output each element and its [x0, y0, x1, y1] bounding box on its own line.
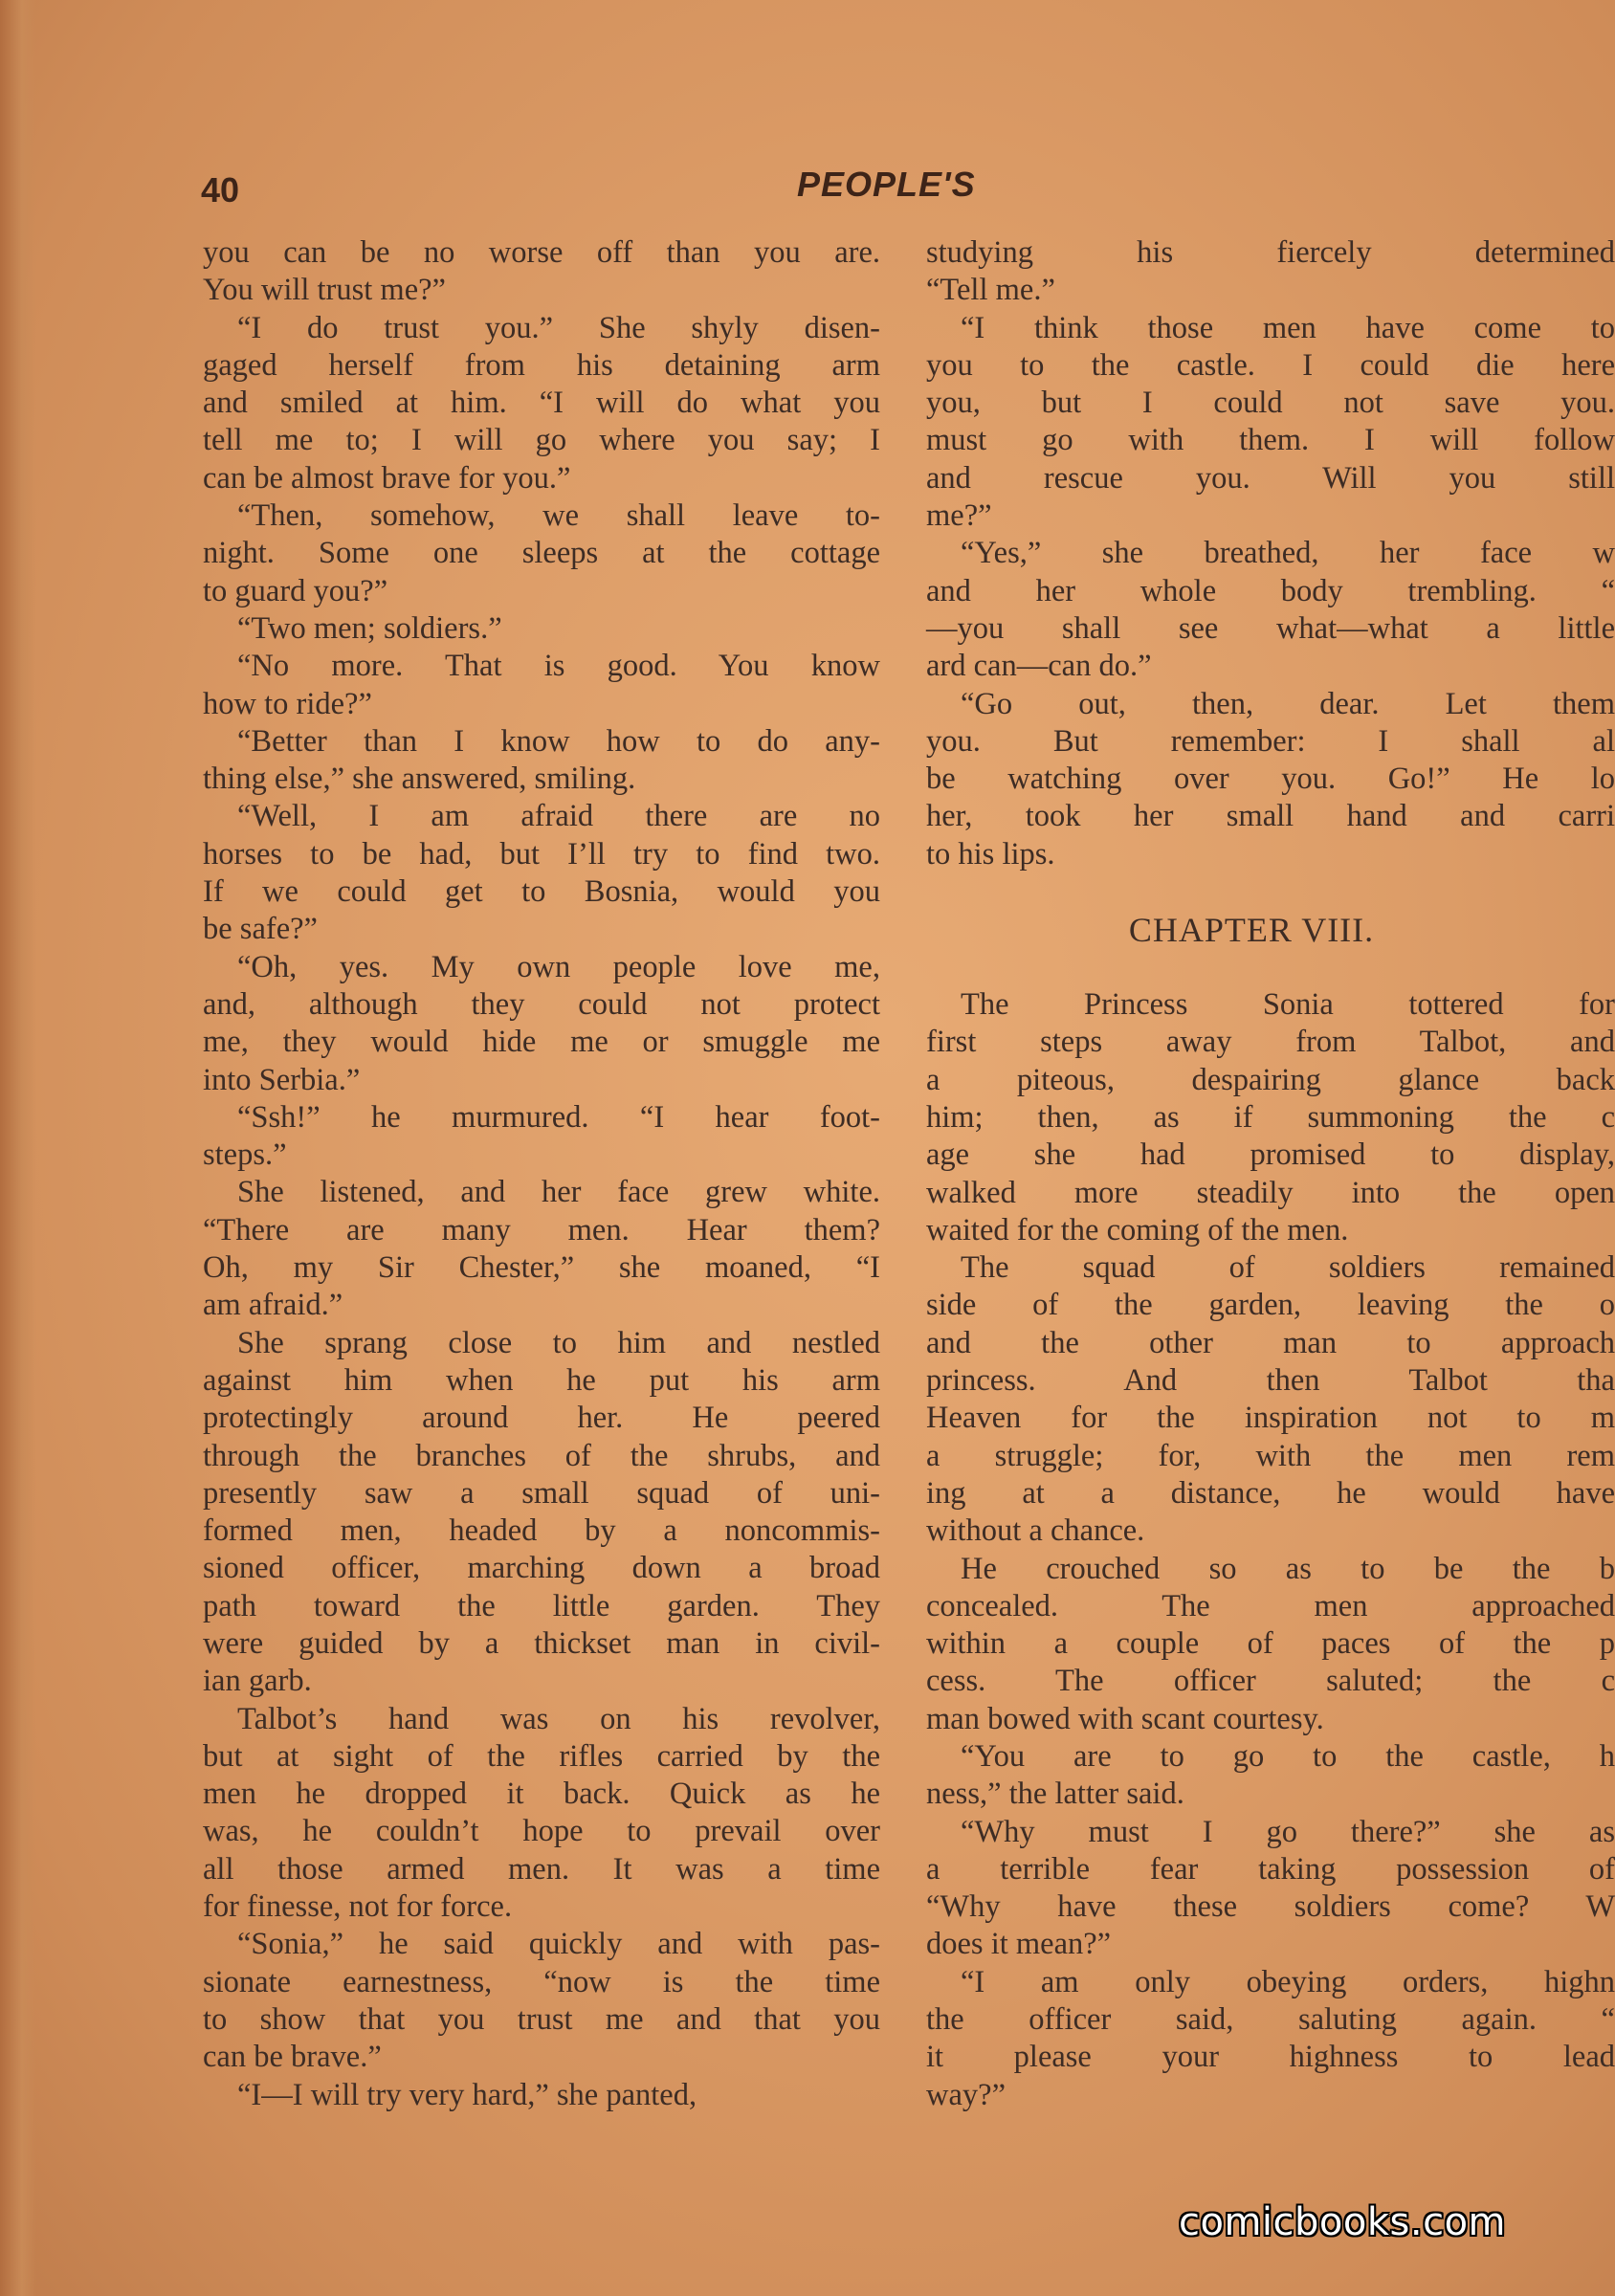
text-line: “I think those men have come to [961, 310, 1615, 345]
text-line: was, he couldn’t hope to prevail over [203, 1814, 880, 1849]
text-line: thing else,” she answered, smiling. [203, 762, 636, 797]
text-line: but at sight of the rifles carried by the [203, 1738, 880, 1774]
paragraph [926, 535, 1615, 685]
text-line: and her whole body trembling. “ [926, 573, 1615, 608]
text-line: ard can—can do.” [926, 649, 1152, 684]
text-line: ian garb. [203, 1664, 312, 1699]
text-line: “Why have these soldiers come? W [926, 1889, 1615, 1925]
text-line: her, took her small hand and carri [926, 799, 1615, 834]
text-line: and smiled at him. “I will do what you [203, 386, 880, 421]
text-line: can be almost brave for you.” [203, 460, 571, 496]
text-line: all those armed men. It was a time [203, 1851, 880, 1887]
paragraph [203, 1926, 880, 2076]
text-line: “There are many men. Hear them? [203, 1212, 880, 1247]
text-line: “Yes,” she breathed, her face w [961, 536, 1615, 571]
text-line: first steps away from Talbot, and [926, 1025, 1615, 1060]
paragraph [926, 1249, 1615, 1550]
text-line: “Oh, yes. My own people love me, [237, 949, 880, 984]
text-line: “I am only obeying orders, highn [961, 1964, 1615, 1999]
text-line: and rescue you. Will you still [926, 460, 1615, 496]
text-line: and the other man to approach [926, 1325, 1615, 1360]
paragraph [203, 1701, 880, 1927]
text-line: path toward the little garden. They [203, 1588, 880, 1623]
text-line: You will trust me?” [203, 273, 446, 308]
text-line: to guard you?” [203, 573, 388, 608]
text-line: presently saw a small squad of uni- [203, 1475, 880, 1511]
text-line: “Ssh!” he murmured. “I hear foot- [237, 1099, 880, 1135]
text-line: “Go out, then, dear. Let them [961, 686, 1615, 721]
text-line: “Then, somehow, we shall leave to- [237, 498, 880, 534]
text-line: and, although they could not protect [203, 986, 880, 1022]
text-line: tell me to; I will go where you say; I [203, 423, 880, 458]
paragraph [203, 798, 880, 948]
paragraph [926, 1551, 1615, 1738]
text-line: you. But remember: I shall al [926, 723, 1615, 759]
paragraph [203, 497, 880, 610]
text-line: “No more. That is good. You know [237, 649, 880, 684]
text-line: without a chance. [926, 1513, 1145, 1549]
text-line: concealed. The men approached [926, 1588, 1615, 1623]
text-line: does it mean?” [926, 1927, 1112, 1962]
paragraph [926, 1738, 1615, 1814]
text-line: to show that you trust me and that you [203, 2001, 880, 2037]
paragraph [203, 610, 880, 648]
text-line: man bowed with scant courtesy. [926, 1701, 1324, 1736]
paragraph [203, 723, 880, 799]
paragraph [203, 1325, 880, 1701]
text-line: princess. And then Talbot tha [926, 1363, 1615, 1399]
paragraph [203, 1099, 880, 1175]
paragraph [203, 310, 880, 497]
text-line: night. Some one sleeps at the cottage [203, 536, 880, 571]
text-line: to his lips. [926, 836, 1055, 872]
right-column-top-text [926, 234, 1615, 873]
right-text-column [926, 234, 1615, 2114]
text-line: —you shall see what—what a little [926, 610, 1615, 646]
text-line: you, but I could not save you. [926, 386, 1615, 421]
text-line: can be brave.” [203, 2040, 382, 2075]
running-title: PEOPLE'S [797, 165, 976, 204]
page-spine-shadow [0, 0, 36, 2296]
text-line: “Tell me.” [926, 273, 1055, 308]
text-line: way?” [926, 2077, 1006, 2112]
right-column-bottom-text [926, 986, 1615, 2114]
text-line: you to the castle. I could die here [926, 347, 1615, 383]
text-line: a piteous, despairing glance back [926, 1062, 1615, 1097]
chapter-heading: CHAPTER VIII. [1128, 911, 1375, 950]
text-line: “You are to go to the castle, h [961, 1738, 1615, 1774]
paragraph [203, 234, 880, 310]
text-line: She sprang close to him and nestled [237, 1325, 880, 1360]
text-line: She listened, and her face grew white. [237, 1175, 880, 1210]
text-line: Oh, my Sir Chester,” she moaned, “I [203, 1250, 880, 1286]
text-line: against him when he put his arm [203, 1362, 880, 1398]
paragraph [926, 1964, 1615, 2114]
text-line: a struggle; for, with the men rem [926, 1438, 1615, 1473]
text-line: be watching over you. Go!” He lo [926, 762, 1615, 797]
text-line: horses to be had, but I’ll try to find two. [203, 836, 880, 872]
text-line: side of the garden, leaving the o [926, 1288, 1615, 1323]
left-text-column [203, 234, 880, 2114]
text-line: “I—I will try very hard,” she panted, [237, 2077, 697, 2112]
text-line: sioned officer, marching down a broad [203, 1551, 880, 1586]
text-line: The squad of soldiers remained [961, 1250, 1615, 1286]
paragraph [203, 648, 880, 723]
text-line: ness,” the latter said. [926, 1777, 1184, 1812]
text-line: it please your highness to lead [926, 2040, 1615, 2075]
text-line: must go with them. I will follow [926, 423, 1615, 458]
text-line: me, they would hide me or smuggle me [203, 1025, 880, 1060]
text-line: into Serbia.” [203, 1062, 361, 1097]
text-line: gaged herself from his detaining arm [203, 347, 880, 383]
text-line: how to ride?” [203, 686, 372, 721]
text-line: Talbot’s hand was on his revolver, [237, 1701, 880, 1736]
text-line: walked more steadily into the open [926, 1175, 1615, 1210]
text-line: me?” [926, 498, 992, 534]
text-line: formed men, headed by a noncommis- [203, 1513, 880, 1549]
text-line: “Why must I go there?” she as [961, 1814, 1615, 1849]
text-line: age she had promised to display, [926, 1137, 1615, 1173]
text-line: Heaven for the inspiration not to m [926, 1401, 1615, 1436]
text-line: sionate earnestness, “now is the time [203, 1964, 880, 1999]
text-line: He crouched so as to be the b [961, 1551, 1615, 1586]
paragraph [926, 234, 1615, 310]
text-line: men he dropped it back. Quick as he [203, 1777, 880, 1812]
text-line: a terrible fear taking possession of [926, 1851, 1615, 1887]
text-line: through the branches of the shrubs, and [203, 1438, 880, 1473]
paragraph [926, 986, 1615, 1249]
text-line: cess. The officer saluted; the c [926, 1664, 1615, 1699]
paragraph [203, 1174, 880, 1324]
text-line: waited for the coming of the men. [926, 1212, 1349, 1247]
text-line: “Well, I am afraid there are no [237, 799, 880, 834]
paragraph [203, 949, 880, 1099]
paragraph [926, 310, 1615, 536]
text-line: “Better than I know how to do any- [237, 723, 880, 759]
text-line: am afraid.” [203, 1288, 343, 1323]
paragraph [926, 1814, 1615, 1964]
paragraph [203, 2077, 880, 2114]
text-line: If we could get to Bosnia, would you [203, 874, 880, 910]
text-line: “I do trust you.” She shyly disen- [237, 310, 880, 345]
text-line: him; then, as if summoning the c [926, 1099, 1615, 1135]
text-line: “Two men; soldiers.” [237, 610, 502, 646]
text-line: you can be no worse off than you are. [203, 235, 880, 270]
text-line: ing at a distance, he would have [926, 1475, 1615, 1511]
text-line: be safe?” [203, 912, 318, 947]
paragraph [926, 686, 1615, 873]
text-line: for finesse, not for force. [203, 1889, 513, 1925]
text-line: steps.” [203, 1137, 287, 1173]
text-line: The Princess Sonia tottered for [961, 987, 1615, 1023]
text-line: within a couple of paces of the p [926, 1626, 1615, 1662]
page-number: 40 [201, 170, 240, 210]
watermark-logo: comicbooks.com [1179, 2200, 1507, 2244]
text-line: were guided by a thickset man in civil- [203, 1625, 880, 1661]
text-line: studying his fiercely determined [926, 235, 1615, 270]
text-line: protectingly around her. He peered [203, 1401, 880, 1436]
text-line: “Sonia,” he said quickly and with pas- [237, 1927, 880, 1962]
text-line: the officer said, saluting again. “ [926, 2002, 1615, 2038]
